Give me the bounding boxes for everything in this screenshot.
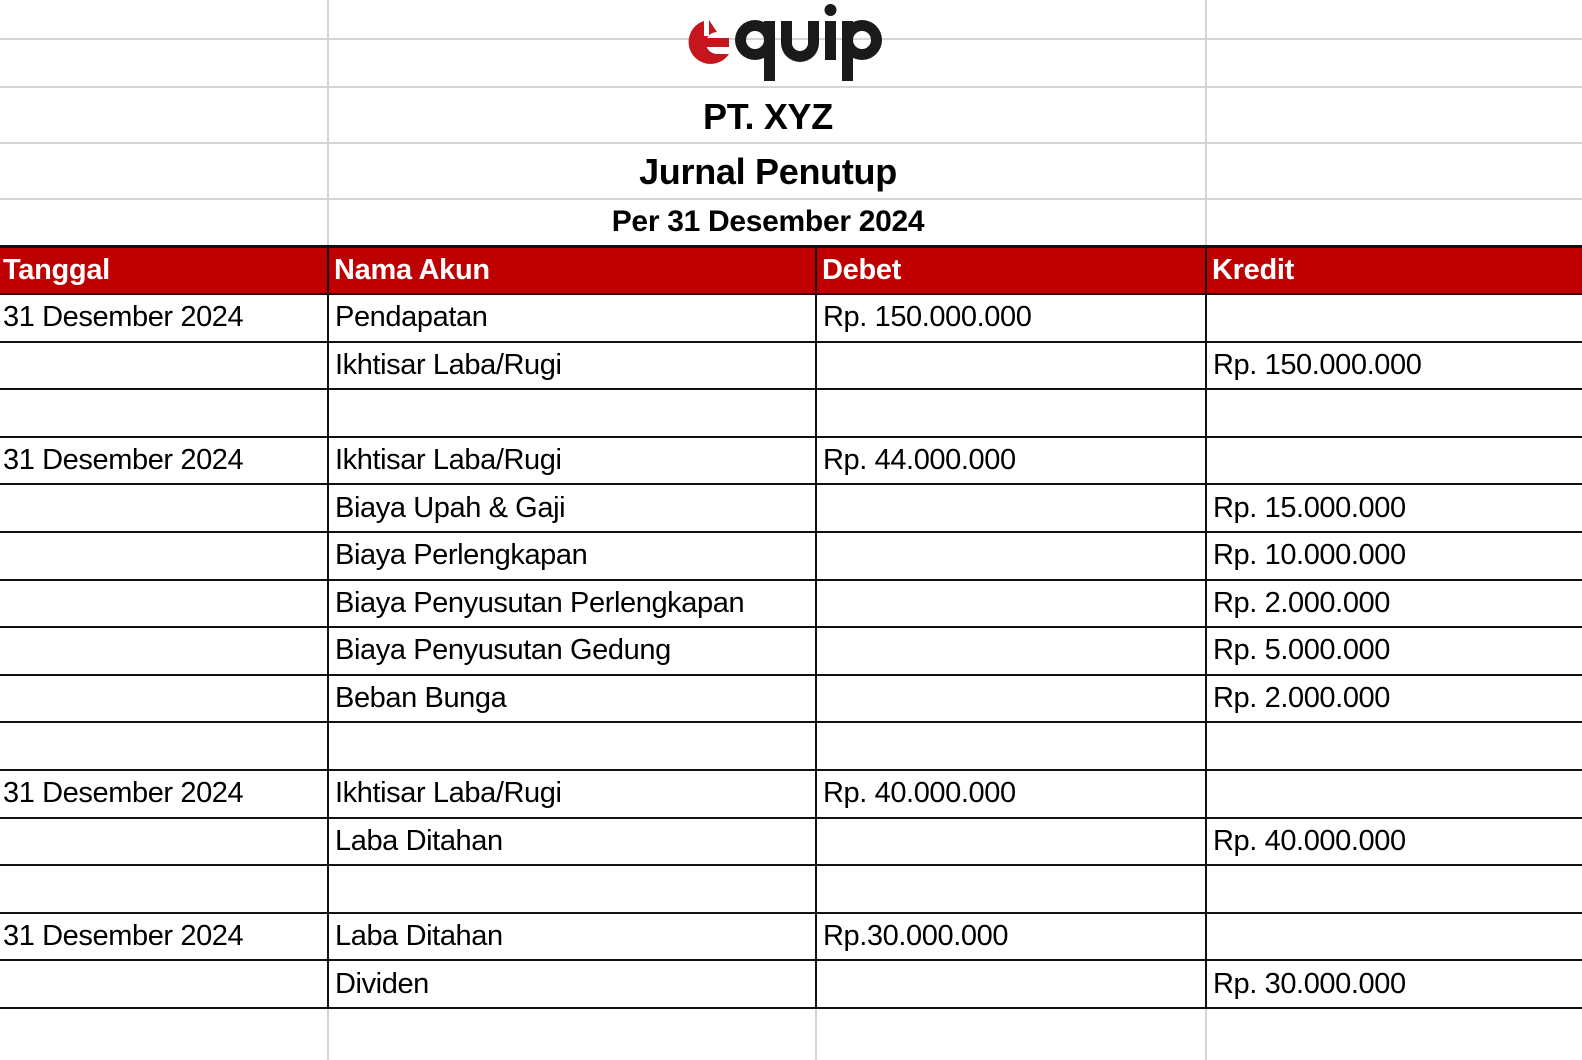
credit-cell[interactable] [1206,770,1582,818]
account-cell[interactable]: Beban Bunga [328,675,816,723]
date-cell[interactable] [0,675,328,723]
debit-cell[interactable] [816,580,1206,628]
credit-cell[interactable]: Rp. 5.000.000 [1206,627,1582,675]
credit-cell[interactable]: Rp. 2.000.000 [1206,675,1582,723]
debit-cell[interactable]: Rp. 150.000.000 [816,294,1206,342]
date-cell[interactable] [0,960,328,1008]
credit-cell[interactable] [1206,865,1582,913]
account-cell[interactable] [328,722,816,770]
company-name: PT. XYZ [703,96,833,137]
date-cell[interactable] [0,389,328,437]
table-row [0,294,1582,342]
credit-cell[interactable]: Rp. 30.000.000 [1206,960,1582,1008]
table-row-empty [0,389,1582,437]
table-row [0,913,1582,961]
credit-cell[interactable] [1206,389,1582,437]
debit-cell[interactable]: Rp.30.000.000 [816,913,1206,961]
credit-cell[interactable]: Rp. 2.000.000 [1206,580,1582,628]
gridline [327,1008,329,1060]
credit-cell[interactable] [1206,437,1582,485]
account-cell[interactable]: Ikhtisar Laba/Rugi [328,437,816,485]
credit-cell[interactable] [1206,294,1582,342]
equip-logo [671,2,891,82]
date-cell[interactable] [0,627,328,675]
gridline [1205,1008,1207,1060]
debit-cell[interactable]: Rp. 44.000.000 [816,437,1206,485]
account-cell[interactable]: Biaya Perlengkapan [328,532,816,580]
table-row [0,580,1582,628]
account-cell[interactable]: Biaya Penyusutan Perlengkapan [328,580,816,628]
credit-cell[interactable]: Rp. 40.000.000 [1206,818,1582,866]
account-cell[interactable]: Dividen [328,960,816,1008]
table-row [0,770,1582,818]
account-cell[interactable] [328,389,816,437]
closing-journal-table [0,245,1582,1009]
debit-cell[interactable] [816,532,1206,580]
gridline [0,142,1582,144]
report-title: Jurnal Penutup [639,151,897,192]
table-row-empty [0,865,1582,913]
credit-cell[interactable]: Rp. 10.000.000 [1206,532,1582,580]
date-cell[interactable] [0,342,328,390]
account-cell[interactable]: Ikhtisar Laba/Rugi [328,770,816,818]
logo-quip-icon [735,4,882,81]
debit-cell[interactable] [816,342,1206,390]
debit-cell[interactable] [816,627,1206,675]
account-cell[interactable] [328,865,816,913]
date-cell[interactable]: 31 Desember 2024 [0,770,328,818]
column-header-debit[interactable]: Debet [816,247,1206,295]
logo-e-icon [689,16,729,64]
table-header-row [0,247,1582,295]
debit-cell[interactable] [816,484,1206,532]
date-cell[interactable] [0,722,328,770]
credit-cell[interactable]: Rp. 15.000.000 [1206,484,1582,532]
table-row [0,437,1582,485]
table-row [0,484,1582,532]
account-cell[interactable]: Ikhtisar Laba/Rugi [328,342,816,390]
equip-logo-icon [671,2,891,82]
debit-cell[interactable] [816,722,1206,770]
account-cell[interactable]: Laba Ditahan [328,913,816,961]
date-cell[interactable] [0,484,328,532]
gridline [815,1008,817,1060]
credit-cell[interactable] [1206,913,1582,961]
table-row [0,627,1582,675]
date-cell[interactable]: 31 Desember 2024 [0,913,328,961]
column-header-credit[interactable]: Kredit [1206,247,1582,295]
debit-cell[interactable] [816,865,1206,913]
gridline [0,198,1582,200]
date-cell[interactable] [0,818,328,866]
table-row [0,675,1582,723]
date-cell[interactable] [0,580,328,628]
gridline [0,86,1582,88]
debit-cell[interactable] [816,818,1206,866]
date-cell[interactable] [0,532,328,580]
table-row [0,818,1582,866]
credit-cell[interactable] [1206,722,1582,770]
table-row-empty [0,722,1582,770]
debit-cell[interactable] [816,389,1206,437]
debit-cell[interactable] [816,960,1206,1008]
account-cell[interactable]: Biaya Penyusutan Gedung [328,627,816,675]
account-cell[interactable]: Pendapatan [328,294,816,342]
date-cell[interactable]: 31 Desember 2024 [0,437,328,485]
table-row [0,960,1582,1008]
date-cell[interactable]: 31 Desember 2024 [0,294,328,342]
account-cell[interactable]: Laba Ditahan [328,818,816,866]
table-row [0,532,1582,580]
debit-cell[interactable]: Rp. 40.000.000 [816,770,1206,818]
report-period: Per 31 Desember 2024 [611,205,925,238]
date-cell[interactable] [0,865,328,913]
gridline [327,0,329,245]
account-cell[interactable]: Biaya Upah & Gaji [328,484,816,532]
table-row [0,342,1582,390]
debit-cell[interactable] [816,675,1206,723]
column-header-account[interactable]: Nama Akun [328,247,816,295]
column-header-date[interactable]: Tanggal [0,247,328,295]
credit-cell[interactable]: Rp. 150.000.000 [1206,342,1582,390]
